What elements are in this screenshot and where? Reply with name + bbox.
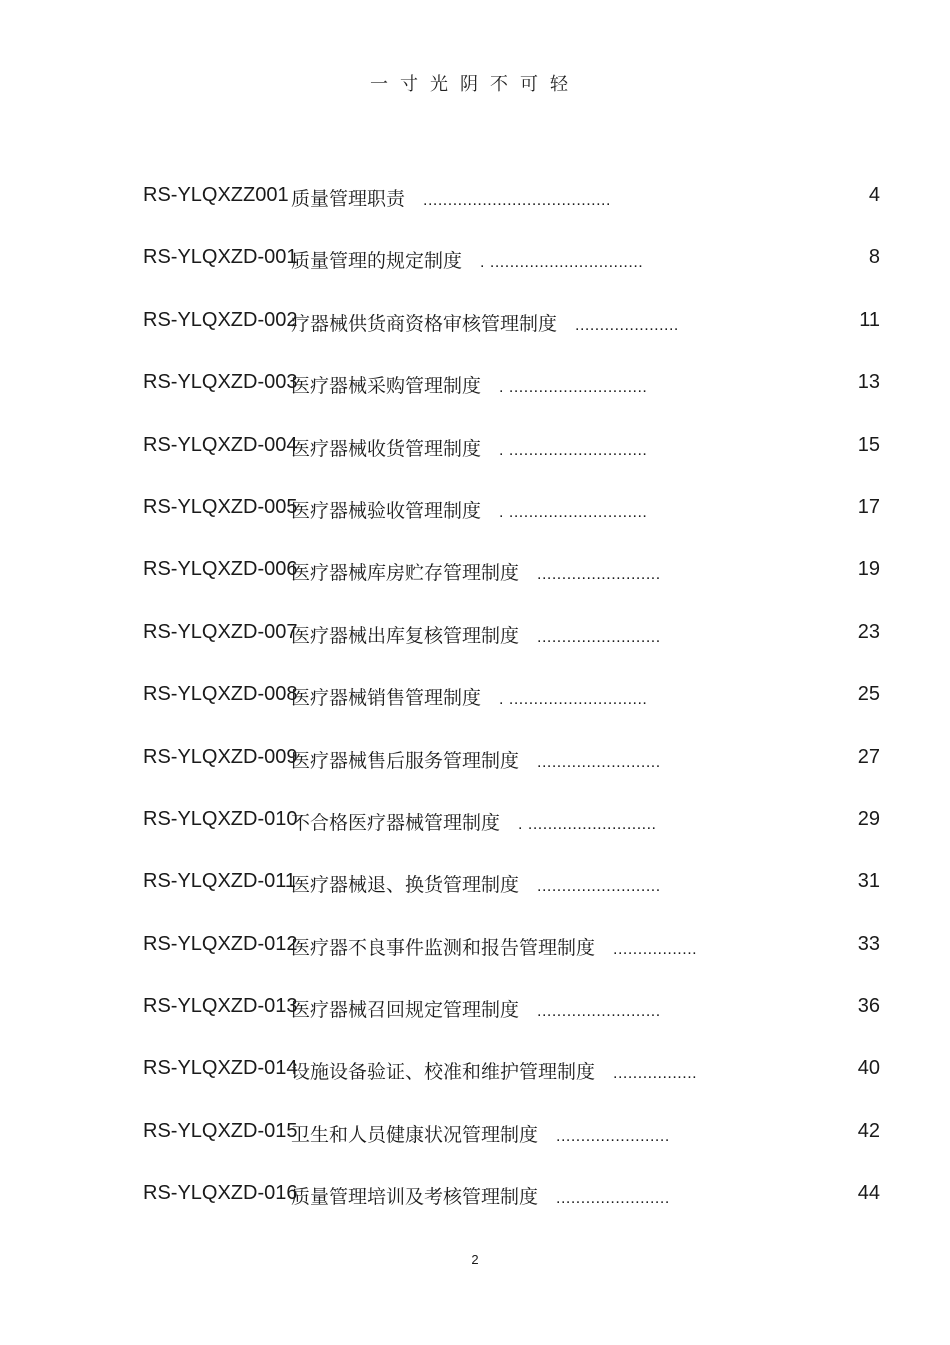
toc-entry-page: 17 <box>857 495 880 518</box>
toc-entry-code: RS-YLQXZD-010 <box>143 807 298 830</box>
toc-entry-code: RS-YLQXZD-009 <box>143 745 298 768</box>
toc-leader-dots: ..................... <box>575 316 679 334</box>
toc-entry-title: 卫生和人员健康状况管理制度 ....................... <box>291 1123 670 1146</box>
toc-entry[interactable] <box>0 1049 950 1111</box>
toc-entry-title: 质量管理职责 ...................................... <box>291 188 611 210</box>
toc-entry-code: RS-YLQXZD-004 <box>143 433 298 456</box>
toc-entry-code: RS-YLQXZZ001 <box>143 184 289 206</box>
toc-entry[interactable] <box>0 363 950 425</box>
toc-entry[interactable] <box>0 426 950 488</box>
toc-entry-code: RS-YLQXZD-003 <box>143 371 298 394</box>
toc-entry-title: 质量管理培训及考核管理制度 ....................... <box>291 1186 670 1209</box>
toc-entry[interactable] <box>0 862 950 924</box>
toc-leader-dots: . .......................... <box>518 815 657 833</box>
toc-entry-title: 设施设备验证、校准和维护管理制度 ................. <box>291 1061 698 1084</box>
toc-leader-dots: . ............................ <box>499 691 648 709</box>
toc-entry-page: 36 <box>857 995 880 1018</box>
toc-entry[interactable] <box>0 738 950 800</box>
toc-entry[interactable] <box>0 1174 950 1236</box>
toc-entry-title: 医疗器不良事件监测和报告管理制度 ................. <box>291 936 698 959</box>
toc-leader-dots: . ............................... <box>480 254 644 272</box>
toc-entry-code: RS-YLQXZD-007 <box>143 620 298 643</box>
toc-entry[interactable] <box>0 800 950 862</box>
toc-entry-title: 医疗器械库房贮存管理制度 ......................... <box>291 562 661 585</box>
toc-leader-dots: ......................... <box>537 628 661 646</box>
toc-leader-dots: ......................... <box>537 753 661 771</box>
toc-entry[interactable] <box>0 488 950 550</box>
toc-entry-page: 25 <box>857 683 880 706</box>
toc-leader-dots: ...................................... <box>423 192 611 209</box>
toc-entry-code: RS-YLQXZD-005 <box>143 495 298 518</box>
toc-entry-title: 医疗器械售后服务管理制度 ......................... <box>291 749 661 772</box>
toc-leader-dots: ....................... <box>556 1127 670 1145</box>
toc-entry-page: 29 <box>857 807 880 830</box>
toc-entry-page: 40 <box>857 1057 880 1080</box>
toc-entry-title: 医疗器械召回规定管理制度 ......................... <box>291 999 661 1022</box>
toc-entry-page: 19 <box>857 558 880 581</box>
toc-entry-code: RS-YLQXZD-001 <box>143 246 298 269</box>
toc-entry-title: 医疗器械销售管理制度 . ............................ <box>291 687 648 710</box>
toc-entry-code: RS-YLQXZD-012 <box>143 932 298 955</box>
toc-entry-code: RS-YLQXZD-013 <box>143 995 298 1018</box>
toc-entry-code: RS-YLQXZD-006 <box>143 558 298 581</box>
toc-entry-title: 医疗器械收货管理制度 . ............................ <box>291 437 648 460</box>
toc-entry-page: 13 <box>857 371 880 394</box>
toc-leader-dots: ......................... <box>537 1003 661 1021</box>
table-of-contents <box>0 176 950 1237</box>
toc-leader-dots: ................. <box>613 1065 698 1083</box>
toc-entry-page: 44 <box>857 1182 880 1205</box>
page-header: 一寸光阴不可轻 <box>370 74 580 95</box>
toc-leader-dots: ................. <box>613 940 698 958</box>
toc-entry-title: 医疗器械出库复核管理制度 ......................... <box>291 624 661 647</box>
page-number: 2 <box>471 1252 479 1267</box>
toc-entry[interactable] <box>0 176 950 238</box>
toc-entry[interactable] <box>0 550 950 612</box>
toc-leader-dots: . ............................ <box>499 503 648 521</box>
toc-leader-dots: . ............................ <box>499 441 648 459</box>
toc-entry[interactable] <box>0 1112 950 1174</box>
toc-entry-page: 15 <box>857 433 880 456</box>
toc-entry[interactable] <box>0 675 950 737</box>
toc-entry-title: 疗器械供货商资格审核管理制度 ..................... <box>291 312 679 335</box>
toc-entry-code: RS-YLQXZD-014 <box>143 1057 298 1080</box>
toc-entry-code: RS-YLQXZD-016 <box>143 1182 298 1205</box>
toc-entry-title: 医疗器械采购管理制度 . ............................ <box>291 375 648 398</box>
toc-entry[interactable] <box>0 301 950 363</box>
toc-leader-dots: ......................... <box>537 878 661 896</box>
toc-entry-page: 33 <box>857 932 880 955</box>
toc-entry-page: 23 <box>857 620 880 643</box>
toc-entry-page: 27 <box>857 745 880 768</box>
toc-entry-page: 42 <box>857 1119 880 1142</box>
toc-leader-dots: ....................... <box>556 1190 670 1208</box>
toc-entry-code: RS-YLQXZD-011 <box>143 870 297 893</box>
toc-entry-title: 质量管理的规定制度 . ............................... <box>291 250 644 273</box>
toc-entry[interactable] <box>0 613 950 675</box>
toc-entry-title: 不合格医疗器械管理制度 . .......................... <box>291 811 657 834</box>
toc-entry[interactable] <box>0 987 950 1049</box>
toc-entry-page: 8 <box>868 246 880 269</box>
toc-entry[interactable] <box>0 925 950 987</box>
toc-entry-code: RS-YLQXZD-015 <box>143 1119 298 1142</box>
toc-entry-code: RS-YLQXZD-008 <box>143 683 298 706</box>
toc-entry-title: 医疗器械退、换货管理制度 ......................... <box>291 874 661 897</box>
toc-entry-title: 医疗器械验收管理制度 . ............................ <box>291 499 648 522</box>
toc-entry-page: 11 <box>859 308 880 331</box>
toc-entry-code: RS-YLQXZD-002 <box>143 308 298 331</box>
toc-entry[interactable] <box>0 238 950 300</box>
toc-leader-dots: ......................... <box>537 566 661 584</box>
toc-entry-page: 31 <box>857 870 880 893</box>
toc-entry-page: 4 <box>868 184 880 206</box>
toc-leader-dots: . ............................ <box>499 379 648 397</box>
